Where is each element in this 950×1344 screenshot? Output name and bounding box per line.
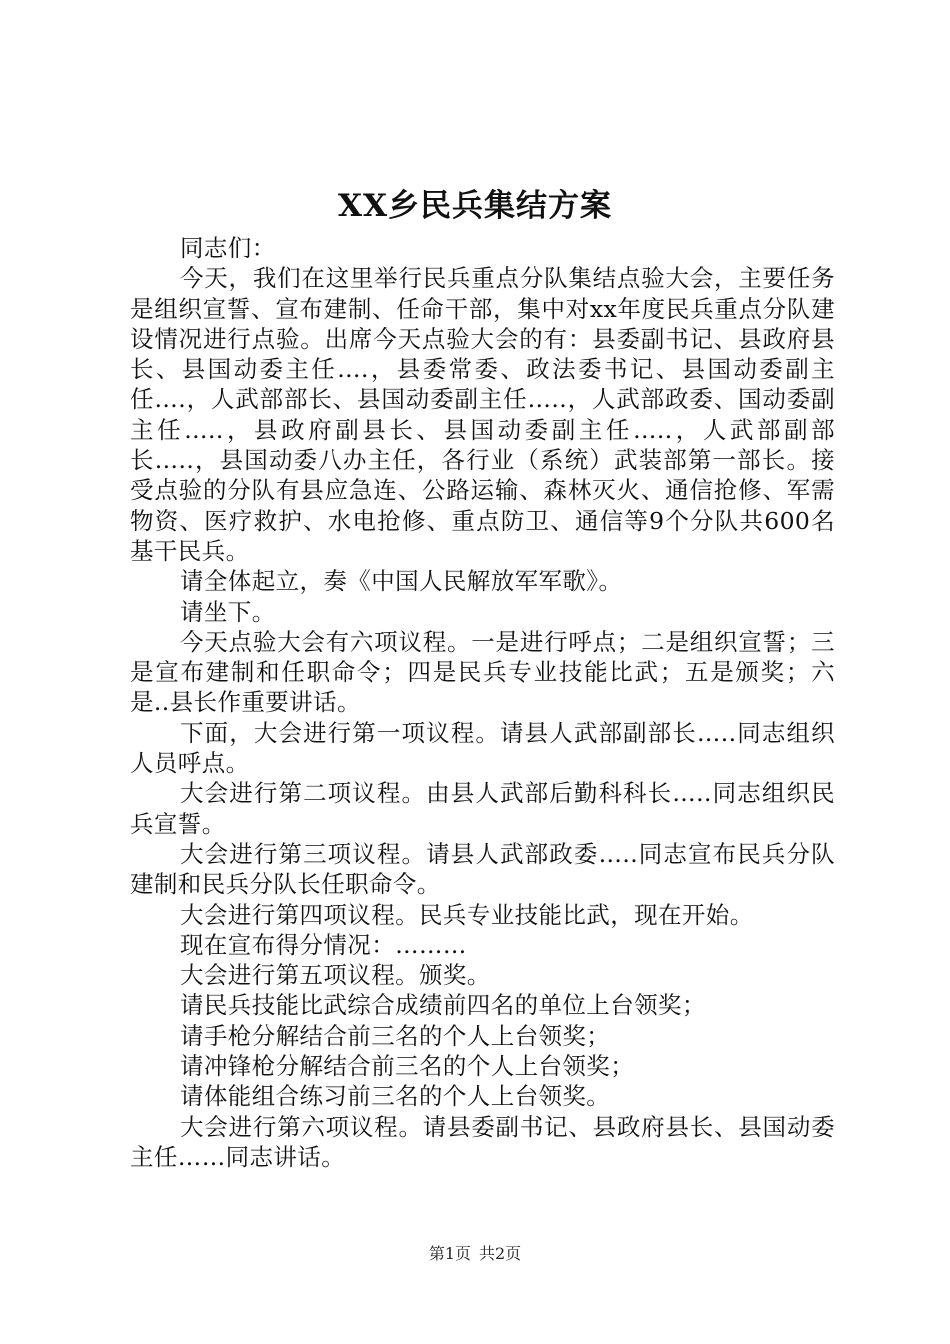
paragraph: 大会进行第六项议程。请县委副书记、县政府县长、县国动委主任……同志讲话。 [130, 1112, 835, 1171]
paragraph: 今天点验大会有六项议程。一是进行呼点；二是组织宣誓；三是宣布建制和任职命令；四是民兵专业技能比武；五是颁奖；六是..县长作重要讲话。 [130, 627, 835, 717]
paragraph: 请坐下。 [180, 597, 276, 626]
paragraph: 请民兵技能比武综合成绩前四名的单位上台领奖； [180, 991, 706, 1020]
paragraph: 请冲锋枪分解结合前三名的个人上台领奖； [180, 1052, 635, 1081]
paragraph: 大会进行第三项议程。请县人武部政委…..同志宣布民兵分队建制和民兵分队长任职命令。 [130, 839, 835, 899]
paragraph: 请体能组合练习前三名的个人上台领奖。 [180, 1082, 611, 1111]
document-body [130, 233, 835, 1172]
paragraph: 大会进行第二项议程。由县人武部后勤科科长…..同志组织民兵宣誓。 [130, 779, 835, 838]
paragraph: 请手枪分解结合前三名的个人上台领奖； [180, 1021, 611, 1050]
paragraph: 大会进行第五项议程。颁奖。 [180, 961, 491, 990]
paragraph: 下面，大会进行第一项议程。请县人武部副部长…..同志组织人员呼点。 [130, 718, 835, 778]
paragraph: 请全体起立，奏《中国人民解放军军歌》。 [180, 567, 623, 596]
document-title: XX乡民兵集结方案 [337, 188, 613, 224]
paragraph: 现在宣布得分情况：……… [180, 930, 467, 959]
page-number: 第1页 [428, 1244, 471, 1263]
paragraph: 同志们： [180, 234, 276, 262]
paragraph: 今天，我们在这里举行民兵重点分队集结点验大会，主要任务是组织宣誓、宣布建制、任命干部，集中对xx年度民兵重点分队建设情况进行点验。出席今天点验大会的有：县委副书记、县政府县长、县国动委主任….，县委常委、政法委书记、县国动委副主任….，人武部部长、县国动委副主任…..，人武部政委、国动委副主任…..，县政府副县长、县国动委副主任…..，人武部副部长…..，县国动委八办主任，各行业（系统）武装部第一部长。接受点验的分队有县应急连、公路运输、森林灭火、通信抢修、军需物资、医疗救护、水电抢修、重点防卫、通信等9个分队共600名基干民兵。 [130, 264, 835, 565]
page-footer [0, 1242, 950, 1266]
page-total: 共2页 [479, 1244, 522, 1263]
paragraph: 大会进行第四项议程。民兵专业技能比武，现在开始。 [180, 900, 754, 929]
